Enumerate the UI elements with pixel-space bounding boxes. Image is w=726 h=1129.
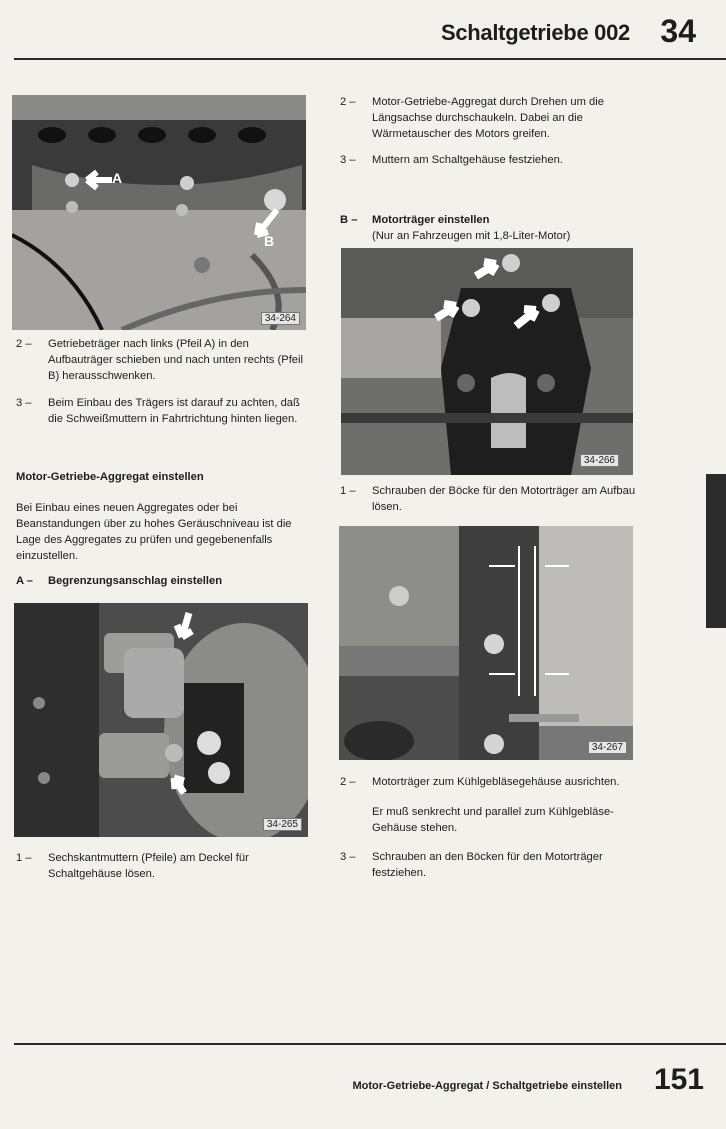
photo-engine-mount-brackets [341, 248, 633, 475]
thumb-index-tab [706, 474, 726, 628]
step-text: Motorträger zum Kühlgebläsegehäuse ausrichten. [372, 776, 620, 788]
subsection-note: (Nur an Fahrzeugen mit 1,8-Liter-Motor) [372, 230, 571, 242]
header-rule [14, 58, 726, 60]
step-number: 3 – [16, 397, 32, 409]
step-text: Schrauben der Böcke für den Motorträger am Aufbau lösen. [372, 485, 636, 513]
step-number: 1 – [16, 852, 32, 864]
subsection-letter: B – [340, 214, 358, 226]
step-text: Getriebeträger nach links (Pfeil A) in den Aufbauträger schieben und nach unten rechts (Pfeil B) herausschwenken. [48, 338, 303, 382]
arrow-a-label: A [112, 170, 123, 186]
step-a2 [340, 94, 640, 142]
step-text: Schrauben an den Böcken für den Motorträger festziehen. [372, 851, 603, 879]
step-b2 [340, 774, 640, 790]
step-3-carrier [16, 395, 308, 427]
photo-shift-housing-nuts [14, 603, 308, 837]
step-b2-note [340, 804, 640, 836]
page-number: 151 [653, 1063, 704, 1096]
section-number: 34 [660, 13, 696, 49]
step-2-carrier [16, 336, 308, 384]
step-number: 2 – [340, 96, 356, 108]
step-number: 3 – [340, 851, 356, 863]
subsection-b-heading [340, 212, 640, 244]
photo-engine-carrier-alignment [339, 526, 633, 760]
subsection-a-heading [16, 573, 308, 589]
step-note: Er muß senkrecht und parallel zum Kühlgebläse-Gehäuse stehen. [372, 806, 614, 834]
step-number: 3 – [340, 154, 356, 166]
step-b1 [340, 483, 640, 515]
section-heading: Motor-Getriebe-Aggregat einstellen [16, 471, 204, 483]
step-number: 2 – [16, 338, 32, 350]
page-header-title: Schaltgetriebe 002 [440, 20, 630, 45]
step-text: Muttern am Schaltgehäuse festziehen. [372, 154, 563, 166]
figure-label: 34-267 [588, 741, 627, 754]
figure-label: 34-266 [580, 454, 619, 467]
photo-gearbox-carrier [12, 95, 306, 330]
subsection-letter: A – [16, 575, 33, 587]
subsection-title: Motorträger einstellen [372, 214, 490, 226]
section-intro: Bei Einbau eines neuen Aggregates oder bei Beanstandungen über zu hohes Geräuschniveau ist die Lage des Aggregates zu prüfen und gegebenenfalls einzustellen. [16, 502, 292, 562]
step-number: 1 – [340, 485, 356, 497]
step-b3 [340, 849, 640, 881]
footer-title: Motor-Getriebe-Aggregat / Schaltgetriebe einstellen [352, 1080, 622, 1092]
figure-label: 34-265 [263, 818, 302, 831]
figure-label: 34-264 [261, 312, 300, 325]
subsection-title: Begrenzungsanschlag einstellen [48, 575, 223, 587]
arrow-b-label: B [264, 233, 275, 249]
step-text: Sechskantmuttern (Pfeile) am Deckel für Schaltgehäuse lösen. [48, 852, 249, 880]
step-a3 [340, 152, 640, 168]
step-number: 2 – [340, 776, 356, 788]
step-text: Motor-Getriebe-Aggregat durch Drehen um die Längsachse durchschaukeln. Dabei an die Wärmetauscher des Motors greifen. [372, 96, 604, 140]
step-text: Beim Einbau des Trägers ist darauf zu achten, daß die Schweißmuttern in Fahrtrichtung hinten liegen. [48, 397, 300, 425]
step-a1 [16, 850, 308, 882]
footer-rule [14, 1043, 726, 1045]
